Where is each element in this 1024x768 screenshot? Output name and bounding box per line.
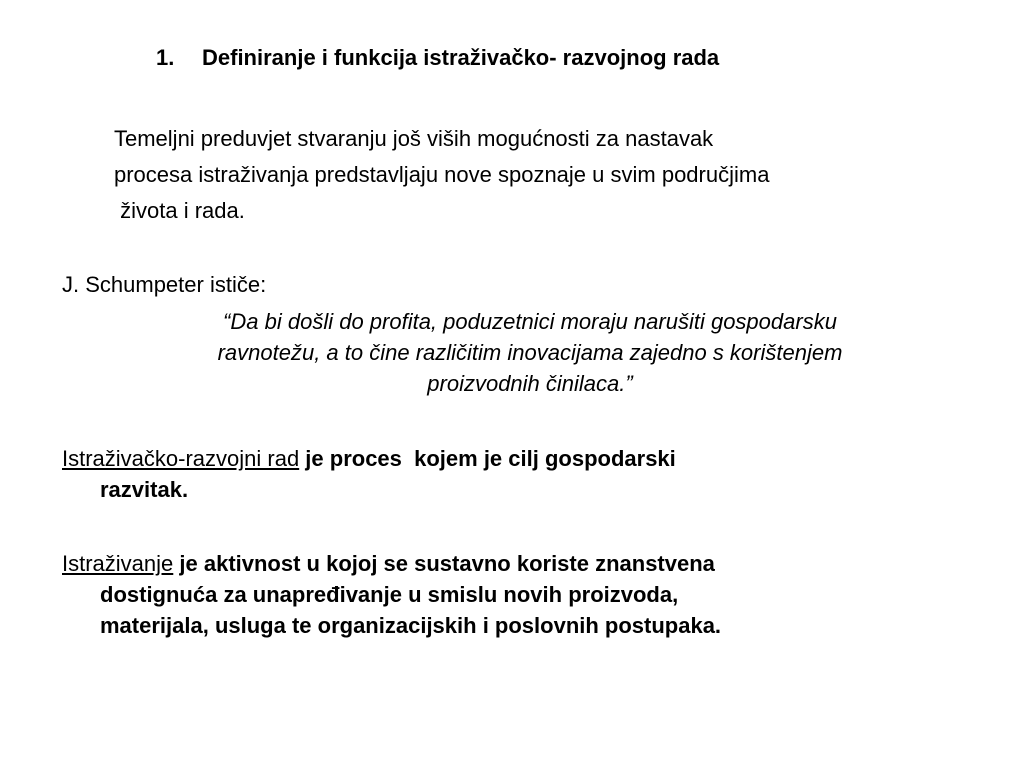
definition-text: je proces kojem je cilj gospodarski	[299, 446, 676, 471]
quote-line: ravnotežu, a to čine različitim inovacijama zajedno s korištenjem	[217, 340, 843, 365]
heading-number: 1.	[156, 45, 175, 70]
definition-term: Istraživačko-razvojni rad	[62, 446, 300, 471]
intro-paragraph	[114, 121, 994, 229]
heading-text: Definiranje i funkcija istraživačko- razvojnog rada	[202, 45, 720, 70]
intro-line: Temeljni preduvjet stvaranju još viših mogućnosti za nastavak	[114, 126, 714, 151]
definition-continuation: dostignuća za unapređivanje u smislu novih proizvoda,	[100, 582, 679, 607]
definition-research	[62, 548, 962, 641]
slide-heading	[156, 44, 719, 72]
definition-text: je aktivnost u kojoj se sustavno koriste znanstvena	[173, 551, 715, 576]
definition-term: Istraživanje	[62, 551, 174, 576]
quote-author: J. Schumpeter ističe:	[62, 272, 267, 297]
quote-line: “Da bi došli do profita, poduzetnici moraju narušiti gospodarsku	[223, 309, 837, 334]
definition-continuation: razvitak.	[100, 477, 189, 502]
quote-line: proizvodnih činilaca.”	[427, 371, 633, 396]
intro-line: života i rada.	[114, 198, 245, 223]
intro-line: procesa istraživanja predstavljaju nove spoznaje u svim područjima	[114, 162, 770, 187]
quote-block	[100, 306, 960, 399]
definition-research-development	[62, 443, 962, 505]
definition-continuation: materijala, usluga te organizacijskih i poslovnih postupaka.	[100, 613, 722, 638]
